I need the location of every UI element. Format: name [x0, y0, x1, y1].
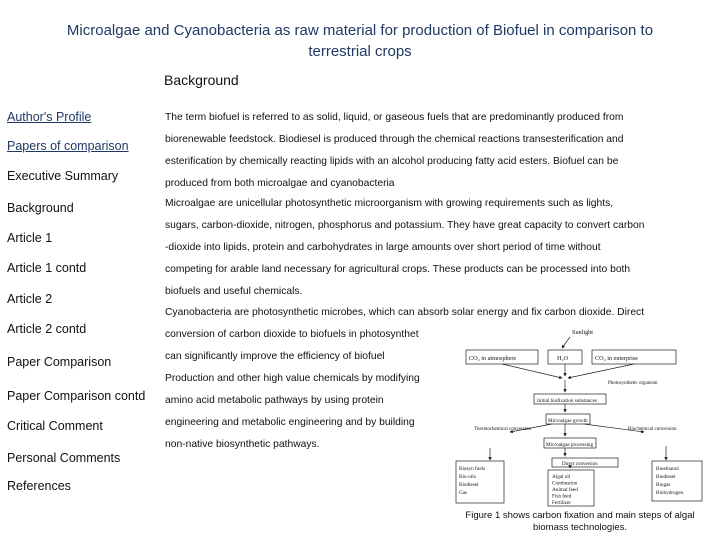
text-line: esterification by chemically reacting lipids with an alcohol producing fatty acid esters. Biofuel can be	[165, 156, 619, 167]
label-left-product: Biodiesel	[459, 482, 479, 488]
label-left-product: Biosyn fuels	[459, 466, 486, 472]
text-line: produced from both microalgae and cyanobacteria	[165, 178, 395, 189]
nav-link-papers-of-comparison[interactable]: Papers of comparison	[7, 139, 129, 153]
text-line: biofuels and useful chemicals.	[165, 286, 303, 297]
label-center-product: Algal oil	[552, 474, 571, 480]
label-thermochemical: Thermochemical conversion	[474, 427, 532, 432]
label-direct-conversion: Direct conversion	[562, 462, 598, 467]
text-line: sugars, carbon-dioxide, nitrogen, phosphorus and potassium. They have great capacity to convert carbon	[165, 220, 645, 231]
nav-link-article-2-contd[interactable]: Article 2 contd	[7, 322, 87, 336]
label-right-product: Biogas	[656, 482, 671, 488]
paragraph-biofuel-definition	[165, 107, 623, 195]
text-line: engineering and metabolic engineering and by building	[165, 417, 415, 428]
nav-link-paper-comparison[interactable]: Paper Comparison	[7, 355, 112, 369]
label-microalgae-growth: Microalgae growth	[548, 418, 588, 424]
text-line: The term biofuel is referred to as solid, liquid, or gaseous fuels that are predominantly produced from	[165, 112, 624, 123]
label-sunlight: Sunlight	[572, 329, 593, 336]
text-line: Cyanobacteria are photosynthetic microbes, which can absorb solar energy and fix carbon dioxide. Direct	[165, 307, 645, 318]
paragraph-microalgae	[165, 193, 644, 303]
nav-link-background[interactable]: Background	[7, 201, 74, 215]
diagram-svg	[452, 318, 708, 508]
text-line: Microalgae are unicellular photosynthetic microorganism with growing requirements such as lights,	[165, 198, 614, 209]
figure-caption-line: biomass technologies.	[533, 522, 627, 533]
text-line: non-native biosynthetic pathways.	[165, 439, 320, 450]
label-left-product: Bio-oils	[459, 474, 476, 480]
label-center-product: Animal feed	[552, 487, 578, 493]
label-initial-substances: Initial biofixation substances	[537, 398, 597, 404]
nav-link-personal-comments[interactable]: Personal Comments	[7, 451, 121, 465]
figure-caption	[452, 510, 708, 534]
figure-caption-line: Figure 1 shows carbon fixation and main steps of algal	[465, 510, 695, 521]
label-biochemical: Biochemical conversion	[628, 427, 677, 432]
text-line: -dioxide into lipids, protein and carbohydrates in large amounts over short period of time without	[165, 242, 601, 253]
label-right-product: Biohydrogen	[656, 490, 684, 496]
text-line: Production and other high value chemicals by modifying	[165, 373, 420, 384]
label-co2-atmosphere: CO₂ in atmosphere	[469, 355, 517, 362]
label-right-product: Biodiesel	[656, 474, 676, 480]
page-title	[0, 20, 720, 62]
text-line: competing for arable land necessary for agricultural crops. These products can be processed into both	[165, 264, 631, 275]
label-microalgae-processing: Microalgae processing	[546, 442, 594, 448]
nav-link-article-1[interactable]: Article 1	[7, 231, 53, 245]
label-center-product: Fertilizer	[552, 500, 572, 506]
label-center-product: Fish feed	[552, 493, 572, 500]
text-line: conversion of carbon dioxide to biofuels in photosynthet	[165, 329, 419, 340]
nav-link-references[interactable]: References	[7, 479, 71, 493]
nav-link-critical-comment[interactable]: Critical Comment	[7, 419, 103, 433]
label-left-product: Gas	[459, 490, 468, 496]
label-co2-enterprise: CO₂ in enterprise	[595, 355, 639, 362]
text-line: can significantly improve the efficiency of biofuel	[165, 351, 385, 362]
nav-link-executive-summary[interactable]: Executive Summary	[7, 169, 119, 183]
section-heading: Background	[164, 72, 239, 88]
nav-link-authors-profile[interactable]: Author's Profile	[7, 110, 92, 124]
page-title-line-1: Microalgae and Cyanobacteria as raw material for production of Biofuel in comparison to	[66, 22, 654, 39]
page-title-line-2: terrestrial crops	[308, 43, 412, 60]
text-line: biorenewable feedstock. Biodiesel is produced through the chemical reactions transesterification and	[165, 134, 624, 145]
label-center-product: Combustion	[552, 480, 578, 487]
label-photosynthetic: Photosynthetic organism	[608, 381, 658, 386]
text-line: amino acid metabolic pathways by using protein	[165, 395, 384, 406]
label-right-product: Bioethanol	[656, 466, 679, 472]
label-h2o: H₂O	[557, 355, 569, 362]
figure-algal-biomass-diagram	[452, 318, 708, 508]
nav-link-article-2[interactable]: Article 2	[7, 292, 53, 306]
nav-link-paper-comparison-contd[interactable]: Paper Comparison contd	[7, 389, 146, 403]
nav-link-article-1-contd[interactable]: Article 1 contd	[7, 261, 87, 275]
